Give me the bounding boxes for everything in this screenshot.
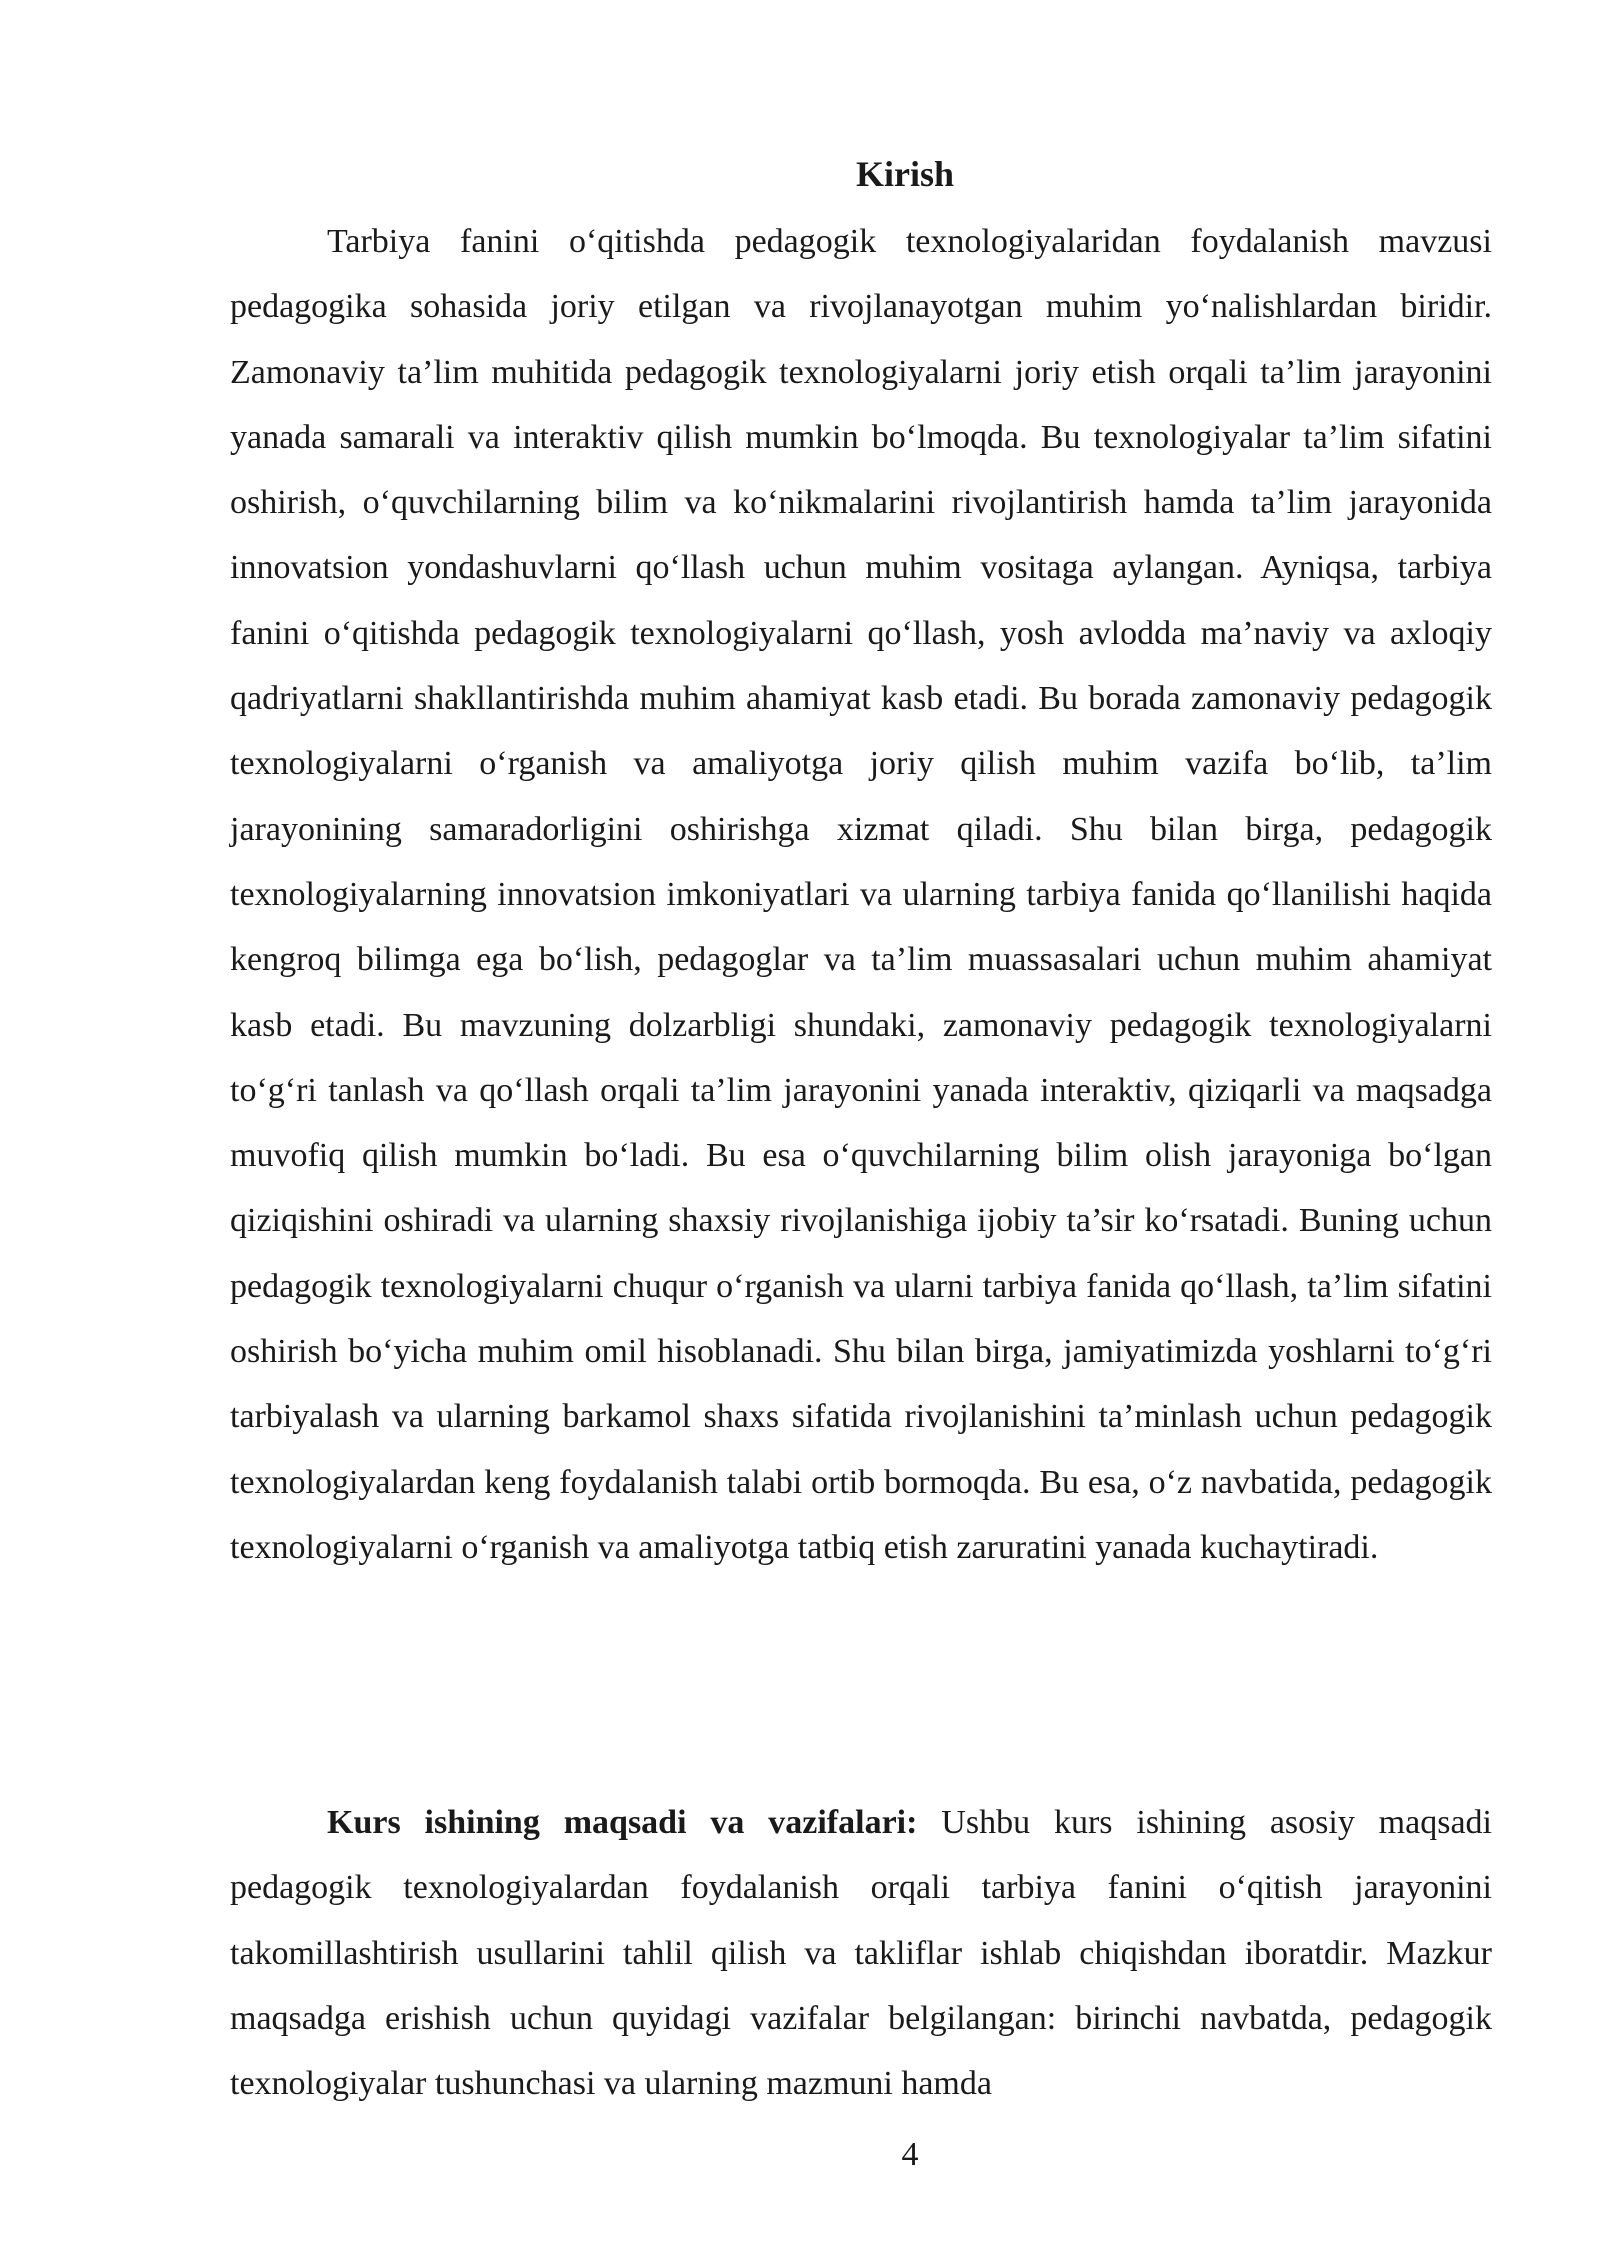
paragraph-text: Ushbu kurs ishining asosiy maqsadi pedagogik texnologiyalardan foydalanish orqali tarbiya fanini o‘qitish jarayonini takomillashtirish usullarini tahlil qilish va takliflar ishlab chiqishdan iboratdir. Mazkur maqsadga erishish uchun quyidagi vazifalar belgilangan: birinchi navbatda, pedagogik texnologiyalar tushunchasi va ularning mazmuni hamda <box>230 1804 1492 2103</box>
body-paragraph <box>230 1790 1492 2116</box>
page-number: 4 <box>901 2136 919 2173</box>
section-heading: Kirish <box>855 154 954 194</box>
paragraph-lead-label: Kurs ishining maqsadi va vazifalari: <box>327 1804 918 1841</box>
paragraph-text: Tarbiya fanini o‘qitishda pedagogik texnologiyalaridan foydalanish mavzusi pedagogika sohasida joriy etilgan va rivojlanayotgan muhim yo‘nalishlardan biridir. Zamonaviy ta’lim muhitida pedagogik texnologiyalarni joriy etish orqali ta’lim jarayonini yanada samarali va interaktiv qilish mumkin bo‘lmoqda. Bu texnologiyalar ta’lim sifatini oshirish, o‘quvchilarning bilim va ko‘nikmalarini rivojlantirish hamda ta’lim jarayonida innovatsion yondashuvlarni qo‘llash uchun muhim vositaga aylangan. Ayniqsa, tarbiya fanini o‘qitishda pedagogik texnologiyalarni qo‘llash, yosh avlodda ma’naviy va axloqiy qadriyatlarni shakllantirishda muhim ahamiyat kasb etadi. Bu borada zamonaviy pedagogik texnologiyalarni o‘rganish va amaliyotga joriy qilish muhim vazifa bo‘lib, ta’lim jarayonining samaradorligini oshirishga xizmat qiladi. Shu bilan birga, pedagogik texnologiyalarning innovatsion imkoniyatlari va ularning tarbiya fanida qo‘llanilishi haqida kengroq bilimga ega bo‘lish, pedagoglar va ta’lim muassasalari uchun muhim ahamiyat kasb etadi. Bu mavzuning dolzarbligi shundaki, zamonaviy pedagogik texnologiyalarni to‘g‘ri tanlash va qo‘llash orqali ta’lim jarayonini yanada interaktiv, qiziqarli va maqsadga muvofiq qilish mumkin bo‘ladi. Bu esa o‘quvchilarning bilim olish jarayoniga bo‘lgan qiziqishini oshiradi va ularning shaxsiy rivojlanishiga ijobiy ta’sir ko‘rsatadi. Buning uchun pedagogik texnologiyalarni chuqur o‘rganish va ularni tarbiya fanida qo‘llash, ta’lim sifatini oshirish bo‘yicha muhim omil hisoblanadi. Shu bilan birga, jamiyatimizda yoshlarni to‘g‘ri tarbiyalash va ularning barkamol shaxs sifatida rivojlanishini ta’minlash uchun pedagogik texnologiyalardan keng foydalanish talabi ortib bormoqda. Bu esa, o‘z navbatida, pedagogik texnologiyalarni o‘rganish va amaliyotga tatbiq etish zaruratini yanada kuchaytiradi. <box>230 223 1492 1566</box>
body-paragraph <box>230 209 1492 1580</box>
